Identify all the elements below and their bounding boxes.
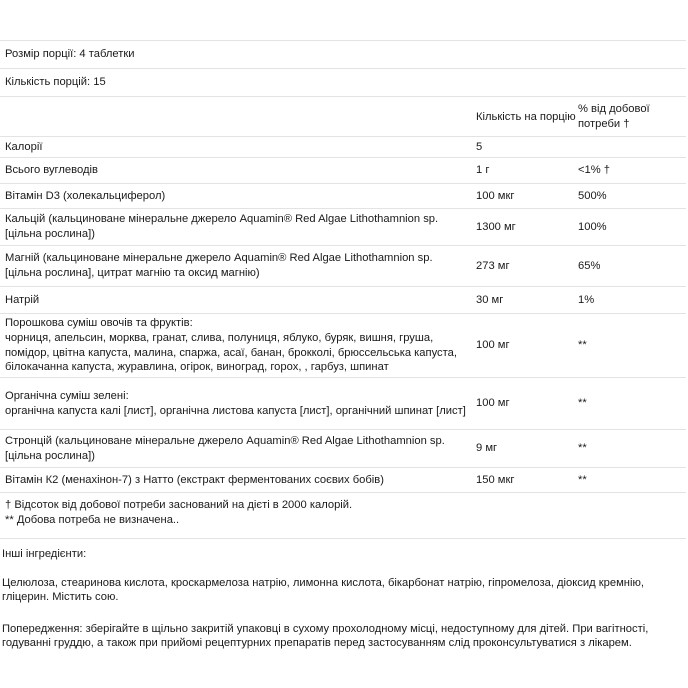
table-row <box>0 378 686 430</box>
supplement-facts-table <box>0 40 686 539</box>
nutrient-name: Стронцій (кальциноване мінеральне джерело Aquamin® Red Algae Lithothamnion sp. [цільна рослина]) <box>5 434 445 462</box>
footnotes <box>0 493 686 539</box>
table-row <box>0 158 686 184</box>
nutrient-amount: 1300 мг <box>476 220 516 233</box>
nutrient-name: Кальцій (кальциноване мінеральне джерело Aquamin® Red Algae Lithothamnion sp. [цільна рослина]) <box>5 213 439 240</box>
other-ingredients-title: Інші інгредієнти: <box>2 548 87 560</box>
nutrient-daily-value: ** <box>578 473 587 486</box>
nutrient-amount: 30 мг <box>476 293 504 306</box>
blend-ingredients: чорниця, апельсин, морква, гранат, слива, полуниця, яблуко, буряк, вишня, груша, помідор, цвітна капуста, малина, спаржа, асаї, банан, брокколі, брюссельська капуста, білокачанна капуста, журавлина, огірок, виноград, горох, , гарбуз, шпинат <box>5 331 457 374</box>
header-spacer <box>0 116 476 117</box>
nutrient-name: Всього вуглеводів <box>5 164 98 177</box>
table-row <box>0 287 686 314</box>
nutrient-amount: 150 мкг <box>476 473 515 486</box>
nutrient-name: Магній (кальциноване мінеральне джерело Aquamin® Red Algae Lithothamnion sp. [цільна рослина], цитрат магнію та оксид магнію) <box>5 252 433 279</box>
table-row <box>0 137 686 158</box>
table-row <box>0 468 686 493</box>
nutrient-amount: 100 мг <box>476 397 510 410</box>
other-ingredients-section <box>0 547 686 651</box>
blend-ingredients: органічна капуста калі [лист], органічна листова капуста [лист], органічний шпинат [лист] <box>5 404 466 417</box>
footnote-daily-value: † Відсоток від добової потреби заснований на дієті в 2000 калорій. <box>5 499 353 511</box>
servings-count-row <box>0 69 686 97</box>
nutrient-daily-value: ** <box>578 397 587 410</box>
nutrient-daily-value: <1% † <box>578 164 611 177</box>
nutrient-name: Натрій <box>5 293 40 306</box>
nutrient-amount: 5 <box>476 140 483 153</box>
nutrient-daily-value: ** <box>578 442 587 455</box>
nutrient-daily-value: ** <box>578 339 587 352</box>
nutrient-daily-value: 100% <box>578 220 607 233</box>
table-row <box>0 314 686 378</box>
nutrient-amount: 9 мг <box>476 442 498 455</box>
table-row <box>0 246 686 287</box>
blend-cell <box>0 389 476 418</box>
nutrient-amount: 100 мкг <box>476 189 515 202</box>
column-header-amount: Кількість на порцію <box>476 110 576 123</box>
table-row <box>0 209 686 246</box>
blend-name: Порошкова суміш овочів та фруктів: <box>5 317 193 330</box>
warning-text: Попередження: зберігайте в щільно закритій упаковці в сухому прохолодному місці, недоступному для дітей. При вагітності, годуванні груддю, а також при прийомі рецептурних препаратів перед застосуванням слід проконсультуватися з лікарем. <box>2 622 649 650</box>
nutrient-daily-value: 1% <box>578 293 595 306</box>
nutrient-amount: 1 г <box>476 164 490 177</box>
table-header <box>0 97 686 137</box>
blend-name: Органічна суміш зелені: <box>5 389 129 402</box>
footnote-not-established: ** Добова потреба не визначена.. <box>5 513 180 526</box>
nutrient-daily-value: 500% <box>578 189 607 202</box>
servings-count: Кількість порцій: 15 <box>5 76 106 89</box>
blend-cell <box>0 316 476 374</box>
table-row <box>0 184 686 209</box>
nutrient-name: Вітамін К2 (менахінон-7) з Натто (екстракт ферментованих соєвих бобів) <box>5 473 384 486</box>
serving-size: Розмір порції: 4 таблетки <box>5 48 135 61</box>
nutrient-amount: 273 мг <box>476 259 510 272</box>
table-row <box>0 430 686 468</box>
nutrient-name: Вітамін D3 (холекальциферол) <box>5 189 166 202</box>
other-ingredients-text: Целюлоза, стеаринова кислота, кроскармелоза натрію, лимонна кислота, бікарбонат натрію, гіпромелоза, діоксид кремнію, гліцерин. Містить сою. <box>2 576 644 604</box>
serving-size-row <box>0 41 686 69</box>
nutrient-name: Калорії <box>5 140 43 153</box>
nutrient-daily-value: 65% <box>578 259 601 272</box>
column-header-daily-value: % від добової потреби † <box>578 103 650 130</box>
nutrient-amount: 100 мг <box>476 339 510 352</box>
